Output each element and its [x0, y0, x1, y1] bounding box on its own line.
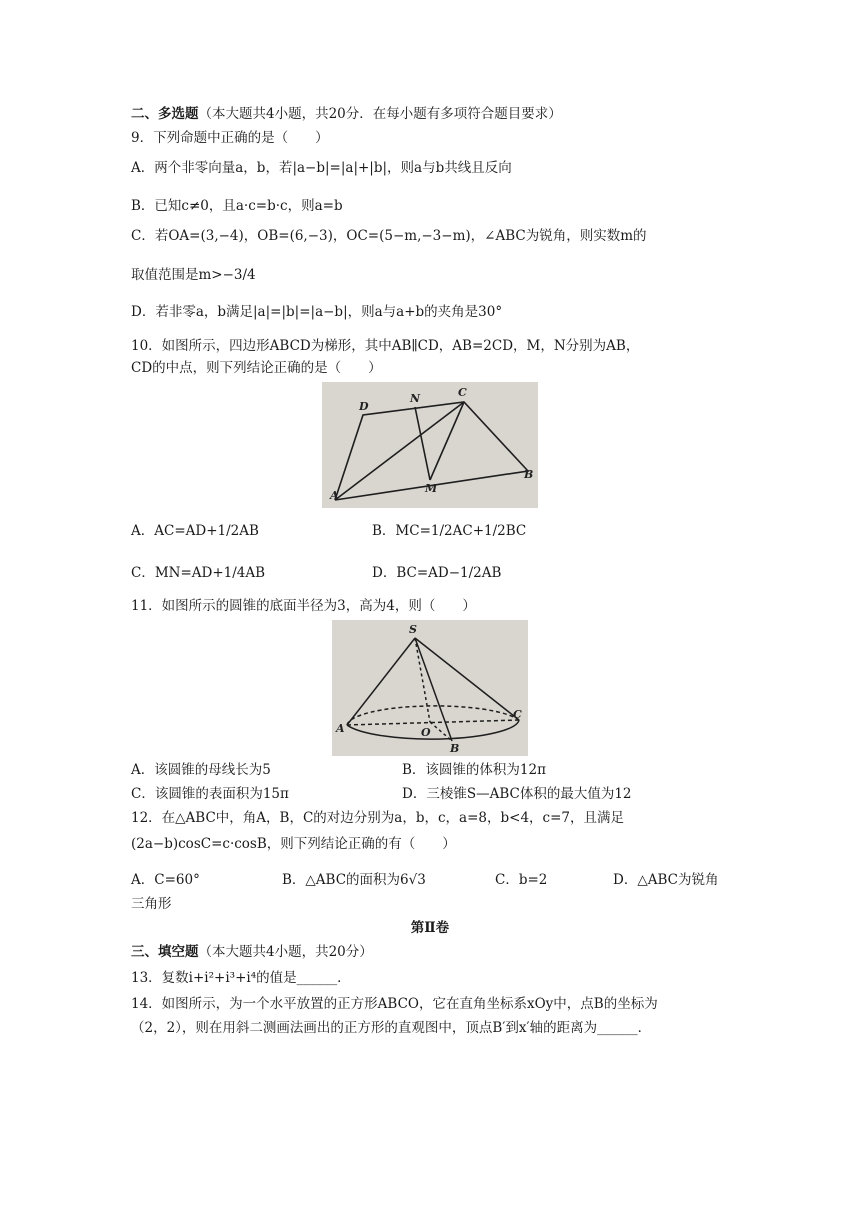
q11-stem: 11．如图所示的圆锥的底面半径为3，高为4，则（ ） [131, 598, 476, 614]
q10-stem-line1: 10．如图所示，四边形ABCD为梯形，其中AB∥CD，AB=2CD，M，N分别为AB， [131, 338, 640, 354]
q12-option-b: B．△ABC的面积为6√3 [282, 872, 426, 888]
generatrix-sa [347, 638, 415, 725]
q9-option-d: D．若非零a，b满足|a|=|b|=|a−b|，则a与a+b的夹角是30° [131, 304, 503, 320]
cone-diagram [332, 620, 528, 756]
q10-option-c: C．MN=AD+1/4AB [131, 565, 266, 581]
section-title: 三、填空题 [131, 944, 199, 960]
diagonal-ac [335, 402, 464, 500]
q14-stem-line2: （2，2），则在用斜二测画法画出的正方形的直观图中，顶点B′到x′轴的距离为______． [131, 1020, 652, 1036]
q11-option-d: D．三棱锥S—ABC体积的最大值为12 [402, 786, 632, 802]
section-title: 二、多选题 [131, 106, 199, 122]
q13-stem: 13．复数i+i²+i³+i⁴的值是______． [131, 970, 351, 986]
q9-option-a: A．两个非零向量a，b，若|a−b|=|a|+|b|，则a与b共线且反向 [131, 160, 512, 176]
segment-mc [430, 402, 464, 480]
label-n: N [410, 392, 421, 405]
q10-option-a: A．AC=AD+1/2AB [131, 523, 259, 539]
generatrix-sc [415, 638, 519, 720]
q11-option-c: C．该圆锥的表面积为15π [131, 786, 289, 802]
q11-cone-figure [332, 620, 528, 756]
q9-stem: 9．下列命题中正确的是（ ） [131, 130, 329, 146]
q12-stem-line2: (2a−b)cosC=c·cosB，则下列结论正确的有（ ） [131, 836, 456, 852]
label-d: D [359, 400, 369, 413]
q10-stem-line2: CD的中点，则下列结论正确的是（ ） [131, 360, 382, 376]
label-b: B [450, 742, 460, 755]
q10-option-d: D．BC=AD−1/2AB [372, 565, 502, 581]
diameter-ac [347, 720, 519, 725]
q10-option-b: B．MC=1/2AC+1/2BC [372, 523, 527, 539]
q12-option-d-continued: 三角形 [131, 896, 172, 912]
q9-option-c-line2: 取值范围是m>−3/4 [131, 267, 256, 283]
section-heading-multiple-choice [131, 104, 562, 124]
label-b: B [524, 468, 534, 481]
part-two-title: 第Ⅱ卷 [410, 920, 450, 936]
section-heading-fill-blank [131, 942, 373, 962]
height-so [415, 638, 430, 722]
q12-option-c: C．b=2 [495, 872, 548, 888]
q11-option-b: B．该圆锥的体积为12π [402, 762, 546, 778]
q10-trapezoid-figure [322, 382, 538, 508]
q14-stem-line1: 14．如图所示，为一个水平放置的正方形ABCO，它在直角坐标系xOy中，点B的坐标为 [131, 996, 658, 1012]
q9-option-c-line1: C．若OA=(3,−4)，OB=(6,−3)，OC=(5−m,−3−m)，∠ABC为锐角，则实数m的 [131, 228, 647, 244]
q12-option-d: D．△ABC为锐角 [613, 872, 719, 888]
label-c: C [458, 386, 467, 399]
q12-stem-line1: 12．在△ABC中，角A，B，C的对边分别为a，b，c，a=8，b<4，c=7，且满足 [131, 810, 625, 826]
label-c: C [513, 708, 522, 721]
section-description: （本大题共4小题，共20分） [198, 944, 373, 960]
q12-option-a: A．C=60° [131, 872, 200, 888]
label-a: A [330, 489, 339, 502]
trapezoid-diagram [322, 382, 538, 508]
section-description: （本大题共4小题，共20分．在每小题有多项符合题目要求） [198, 106, 562, 122]
label-m: M [425, 482, 438, 495]
segment-nm [415, 407, 430, 480]
label-s: S [409, 623, 417, 636]
q9-option-b: B．已知c≠0，且a·c=b·c，则a=b [131, 198, 343, 214]
q11-option-a: A．该圆锥的母线长为5 [131, 762, 271, 778]
label-o: O [421, 726, 431, 739]
label-a: A [336, 722, 345, 735]
